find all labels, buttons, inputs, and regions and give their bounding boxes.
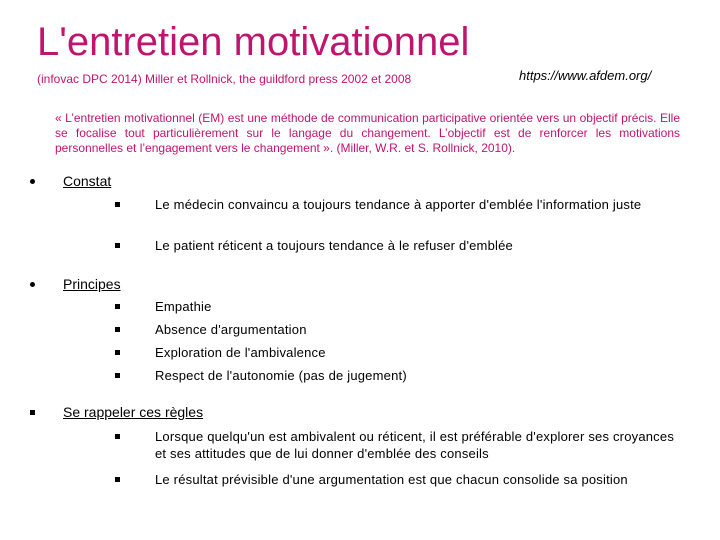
section-constat xyxy=(30,173,111,189)
list-item-text: Le résultat prévisible d'une argumentation est que chacun consolide sa position xyxy=(155,472,628,487)
source-url: https://www.afdem.org/ xyxy=(519,68,652,83)
list-item-text: Respect de l'autonomie (pas de jugement) xyxy=(155,368,407,383)
square-bullet-icon xyxy=(115,304,120,309)
list-item-text: Exploration de l'ambivalence xyxy=(155,345,326,360)
square-bullet-icon xyxy=(115,202,120,207)
slide-title: L'entretien motivationnel xyxy=(37,20,470,64)
list-item-text: Lorsque quelqu'un est ambivalent ou réticent, il est préférable d'explorer ses croyances et ses attitudes que de lui donner d'emblée des conseils xyxy=(155,429,675,461)
square-bullet-icon xyxy=(115,434,120,439)
square-bullet-icon xyxy=(30,410,35,415)
square-bullet-icon xyxy=(115,373,120,378)
bullet-icon xyxy=(30,282,35,287)
list-item-text: Absence d'argumentation xyxy=(155,322,307,337)
slide-subtitle: (infovac DPC 2014) Miller et Rollnick, the guildford press 2002 et 2008 xyxy=(37,72,412,86)
section-label: Principes xyxy=(63,276,121,292)
section-regles xyxy=(30,404,203,420)
list-item-text: Empathie xyxy=(155,299,212,314)
bullet-icon xyxy=(30,179,35,184)
section-label: Se rappeler ces règles xyxy=(63,404,204,420)
square-bullet-icon xyxy=(115,350,120,355)
list-item-text: Le médecin convaincu a toujours tendance à apporter d'emblée l'information juste xyxy=(155,197,642,212)
section-label: Constat xyxy=(63,173,112,189)
list-item-text: Le patient réticent a toujours tendance à le refuser d'emblée xyxy=(155,238,513,253)
definition-quote: « L’entretien motivationnel (EM) est une méthode de communication participative orientée vers un objectif précis. Elle se focalise tout particulièrement sur le langage du changement. L’objectif est de renforcer les motivations personnelles et l’engagement vers le changement ». (Miller, W.R. et S. Rollnick, 2010). xyxy=(55,111,680,155)
square-bullet-icon xyxy=(115,243,120,248)
square-bullet-icon xyxy=(115,477,120,482)
square-bullet-icon xyxy=(115,327,120,332)
section-principes xyxy=(30,276,121,292)
